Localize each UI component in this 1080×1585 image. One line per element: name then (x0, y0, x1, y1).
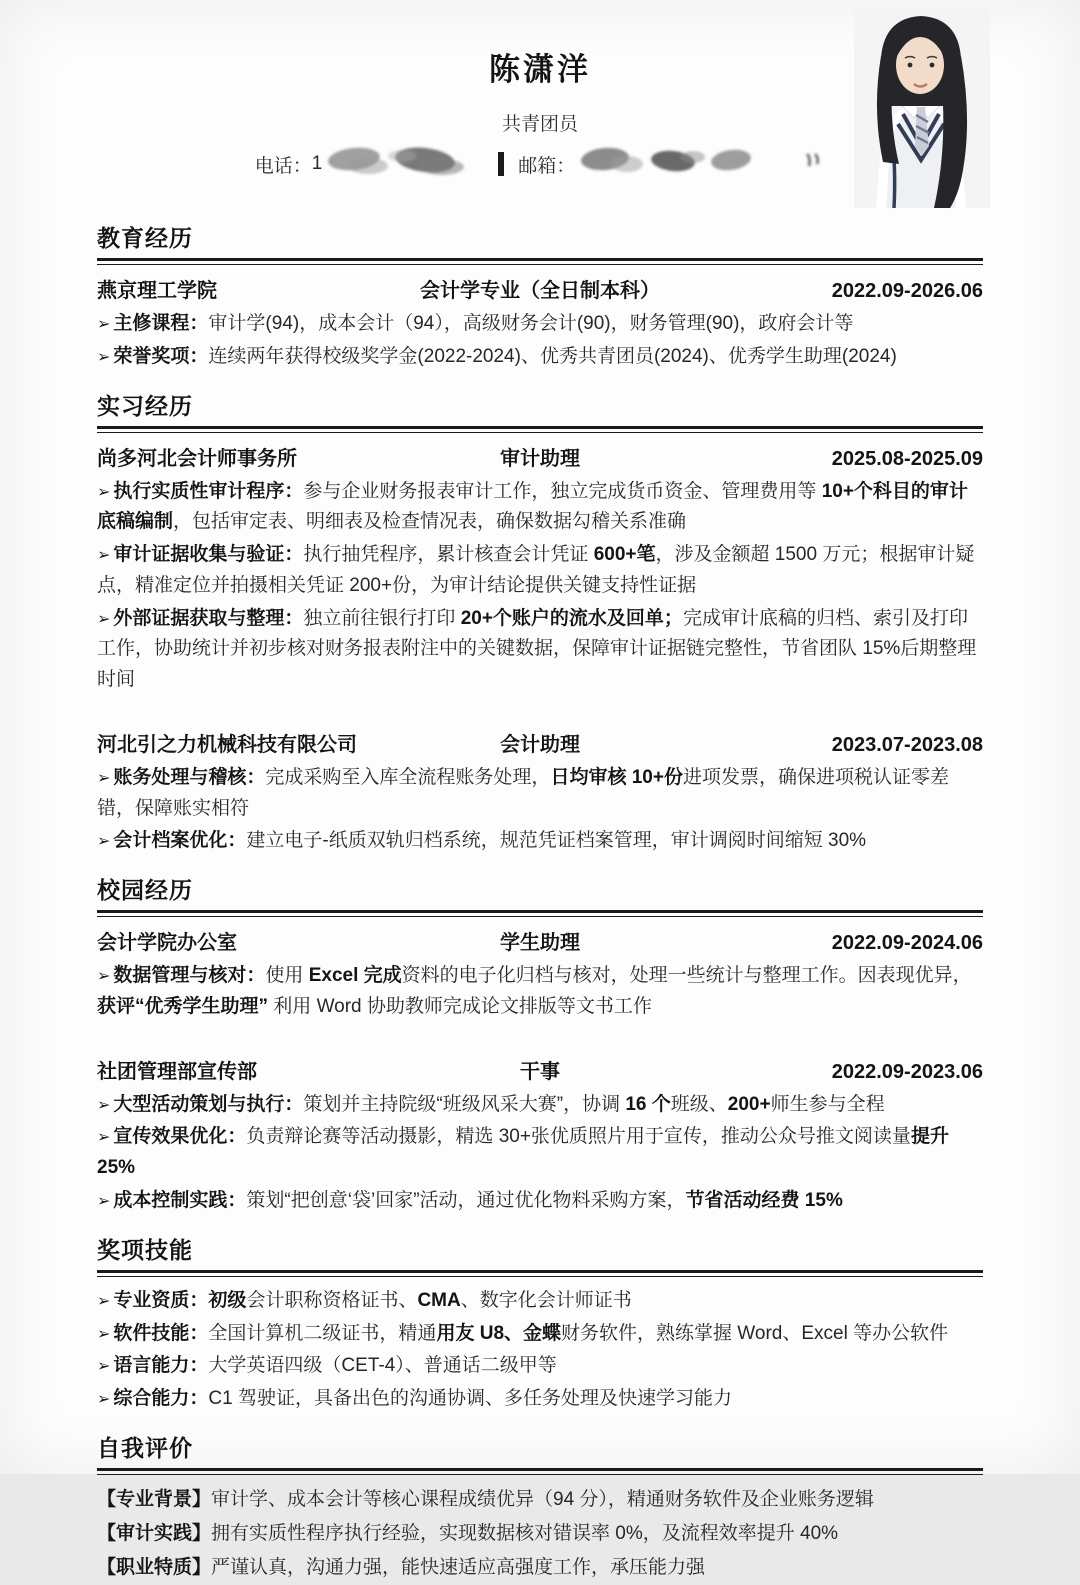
section-self (97, 1430, 983, 1585)
entry (97, 274, 983, 373)
text-segment: 财务软件，熟练掌握 Word、Excel 等办公软件 (561, 1322, 949, 1344)
bullet-label: 执行实质性审计程序： (113, 480, 304, 502)
text-segment: 班级、 (670, 1093, 728, 1115)
text-segment: 20+个账户的流水及回单； (460, 607, 683, 629)
text-segment: 会计职称资格证书、 (246, 1289, 418, 1311)
profile-photo (854, 10, 990, 208)
text-segment: 完成审计底稿的归档、索引及打印工作，协助统计并初步核对财务报表附注中的关键数据，保障审计证据链完整性，节省团队 15%后期整理时间 (97, 607, 977, 691)
date-range: 2023.07-2023.08 (831, 733, 983, 756)
bullet-item (97, 1090, 983, 1121)
text-segment: 16 个 (625, 1093, 671, 1115)
job-title: 会计学专业（全日制本科） (420, 280, 660, 302)
text-segment: 利用 Word 协助教师完成论文排版等文书工作 (268, 995, 652, 1017)
phone-redaction-scribble (322, 144, 492, 184)
entry (97, 1286, 983, 1415)
organization-name: 社团管理部宣传部 (97, 1060, 257, 1083)
date-range: 2022.09-2023.06 (831, 1060, 983, 1083)
bullet-label: 外部证据获取与整理： (113, 607, 304, 629)
text-segment: 师生参与全程 (770, 1093, 885, 1115)
job-title: 学生助理 (500, 932, 580, 955)
bullet-label: 宣传效果优化： (113, 1126, 247, 1148)
bullet-item (97, 540, 983, 602)
text-segment: 获评“优秀学生助理” (97, 995, 269, 1017)
bullet-item (97, 1351, 983, 1382)
arrow-bullet-icon: ➢ (97, 547, 111, 565)
organization-name: 尚多河北会计师事务所 (97, 447, 297, 470)
text-segment: 策划并主持院级“班级风采大赛”，协调 (303, 1093, 626, 1115)
bullet-item (97, 826, 983, 857)
bullet-label: 审计证据收集与验证： (113, 544, 304, 566)
text-segment: 拥有实质性程序执行经验，实现数据核对错误率 0%，及流程效率提升 40% (211, 1523, 839, 1545)
arrow-bullet-icon: ➢ (97, 348, 111, 366)
bullet-item (97, 1518, 983, 1550)
bullet-label: 专业资质： (113, 1289, 209, 1311)
phone-visible-prefix: 1 (311, 153, 323, 174)
text-segment: 参与企业财务报表审计工作，独立完成货币资金、管理费用等 (303, 480, 822, 502)
entry (97, 1484, 983, 1585)
phone-label: 电话： (254, 155, 312, 177)
bullet-label: 【审计实践】 (97, 1523, 212, 1545)
arrow-bullet-icon: ➢ (97, 483, 111, 501)
section-rule (97, 910, 983, 917)
entry-header (97, 442, 983, 471)
text-segment: 建立电子-纸质双轨归档系统，规范凭证档案管理，审计调阅时间缩短 30% (246, 830, 867, 852)
arrow-bullet-icon: ➢ (97, 610, 111, 628)
bullet-label: 会计档案优化： (113, 830, 247, 852)
text-segment: 大学英语四级（CET-4）、普通话二级甲等 (208, 1355, 557, 1377)
text-segment: 审计学、成本会计等核心课程成绩优异（94 分），精通财务软件及企业账务逻辑 (211, 1488, 874, 1510)
text-segment: 负责辩论赛等活动摄影，精选 30+张优质照片用于宣传，推动公众号推文阅读量 (246, 1126, 911, 1148)
arrow-bullet-icon: ➢ (97, 1096, 111, 1114)
section-title: 教育经历 (97, 225, 193, 251)
job-title: 会计助理 (500, 733, 580, 756)
text-segment: 资料的电子化归档与核对，处理一些统计与整理工作。因表现优异， (401, 965, 972, 987)
entry-header (97, 274, 983, 303)
job-title: 干事 (520, 1060, 560, 1083)
political-status: 共青团员 (501, 114, 578, 135)
bullet-item (97, 961, 983, 1023)
bullet-label: 【职业特质】 (97, 1557, 212, 1579)
text-segment: 完成采购至入库全流程账务处理， (265, 766, 551, 788)
bullet-item (97, 1384, 983, 1415)
text-segment: 连续两年获得校级奖学金(2022-2024)、优秀共青团员(2024)、优秀学生助理(2024) (208, 345, 897, 367)
section-rule (97, 1270, 983, 1277)
contact-line (97, 144, 983, 184)
entry (97, 1055, 983, 1217)
email-label: 邮箱： (518, 155, 576, 177)
resume-header (97, 34, 983, 214)
entry-header (97, 1055, 983, 1084)
bullet-item (97, 1122, 983, 1184)
job-title: 审计助理 (500, 447, 580, 470)
text-segment: ，包括审定表、明细表及检查情况表，确保数据勾稽关系准确 (173, 511, 687, 533)
text-segment: 策划“把创意‘袋’回家”活动，通过优化物料采购方案， (246, 1190, 686, 1212)
section-rule (97, 258, 983, 265)
text-segment: 严谨认真，沟通力强，能快速适应高强度工作，承压能力强 (211, 1557, 706, 1579)
bullet-item (97, 477, 983, 539)
entry (97, 728, 983, 857)
arrow-bullet-icon: ➢ (97, 1193, 111, 1211)
arrow-bullet-icon: ➢ (97, 833, 111, 851)
arrow-bullet-icon: ➢ (97, 1325, 111, 1343)
bullet-label: 账务处理与稽核： (113, 766, 266, 788)
bullet-label: 成本控制实践： (113, 1190, 247, 1212)
text-segment: 用友 U8、金蝶 (436, 1322, 562, 1344)
bullet-item (97, 309, 983, 340)
text-segment: C1 驾驶证，具备出色的沟通协调、多任务处理及快速学习能力 (208, 1388, 732, 1410)
bullet-item (97, 1552, 983, 1584)
text-segment: Excel 完成 (308, 965, 402, 987)
text-segment: 执行抽凭程序，累计核查会计凭证 (303, 544, 594, 566)
section-title: 奖项技能 (97, 1236, 193, 1263)
bullet-label: 荣誉奖项： (113, 345, 209, 367)
section-campus (97, 872, 983, 1217)
email-redaction-scribble (575, 144, 825, 184)
text-segment: 初级 (208, 1289, 247, 1311)
text-segment: 提升 25% (97, 1126, 949, 1179)
text-segment: 200+ (727, 1093, 771, 1115)
arrow-bullet-icon: ➢ (97, 316, 111, 333)
contact-divider-icon (498, 152, 504, 176)
date-range: 2022.09-2024.06 (831, 932, 983, 955)
text-segment: ，涉及金额超 1500 万元；根据审计疑点，精准定位并拍摄相关凭证 200+份，为审计结论提供关键支持性证据 (97, 544, 975, 596)
bullet-label: 【专业背景】 (97, 1488, 212, 1510)
text-segment: CMA (417, 1289, 461, 1311)
bullet-item (97, 1484, 983, 1516)
bullet-item (97, 604, 983, 696)
text-segment: 10+个科目的审计底稿编制 (97, 480, 968, 533)
arrow-bullet-icon: ➢ (97, 968, 111, 986)
bullet-label: 大型活动策划与执行： (113, 1093, 304, 1115)
organization-name: 燕京理工学院 (97, 280, 217, 302)
entry (97, 926, 983, 1023)
bullet-item (97, 763, 983, 825)
arrow-bullet-icon: ➢ (97, 1391, 111, 1409)
organization-name: 河北引之力机械科技有限公司 (97, 733, 357, 756)
section-education (97, 220, 983, 373)
arrow-bullet-icon: ➢ (97, 769, 111, 787)
entry-header (97, 926, 983, 955)
text-segment: 使用 (265, 965, 309, 987)
text-segment: 独立前往银行打印 (303, 607, 461, 629)
bullet-item (97, 342, 983, 373)
date-range: 2025.08-2025.09 (831, 447, 983, 470)
arrow-bullet-icon: ➢ (97, 1129, 111, 1147)
portrait-illustration (854, 10, 990, 208)
section-title: 校园经历 (97, 877, 193, 904)
section-internship (97, 388, 983, 858)
arrow-bullet-icon: ➢ (97, 1292, 111, 1310)
text-segment: 全国计算机二级证书，精通 (208, 1322, 437, 1344)
text-segment: 、数字化会计师证书 (460, 1289, 632, 1311)
date-range: 2022.09-2026.06 (831, 280, 983, 302)
entry (97, 442, 983, 696)
bullet-label: 主修课程： (113, 313, 209, 334)
organization-name: 会计学院办公室 (97, 932, 237, 955)
text-segment: 进项发票，确保进项税认证零差错，保障账实相符 (97, 766, 949, 819)
bullet-item (97, 1319, 983, 1350)
text-segment: 审计学(94)，成本会计（94），高级财务会计(90)，财务管理(90)，政府会计等 (208, 313, 854, 334)
entry-header (97, 728, 983, 757)
text-segment: 日均审核 10+份 (550, 766, 683, 788)
text-segment: 节省活动经费 15% (685, 1190, 843, 1212)
section-rule (97, 426, 983, 433)
bullet-label: 数据管理与核对： (113, 965, 266, 987)
section-title: 自我评价 (97, 1434, 193, 1461)
bullet-item (97, 1286, 983, 1317)
candidate-name: 陈潇洋 (489, 52, 591, 87)
section-title: 实习经历 (97, 392, 193, 419)
bullet-item (97, 1186, 983, 1217)
text-segment: 600+笔 (593, 544, 656, 566)
bullet-label: 软件技能： (113, 1322, 209, 1344)
section-skills (97, 1232, 983, 1415)
arrow-bullet-icon: ➢ (97, 1358, 111, 1376)
section-rule (97, 1468, 983, 1475)
bullet-label: 综合能力： (113, 1388, 209, 1410)
bullet-label: 语言能力： (113, 1355, 209, 1377)
sections (97, 220, 983, 1585)
